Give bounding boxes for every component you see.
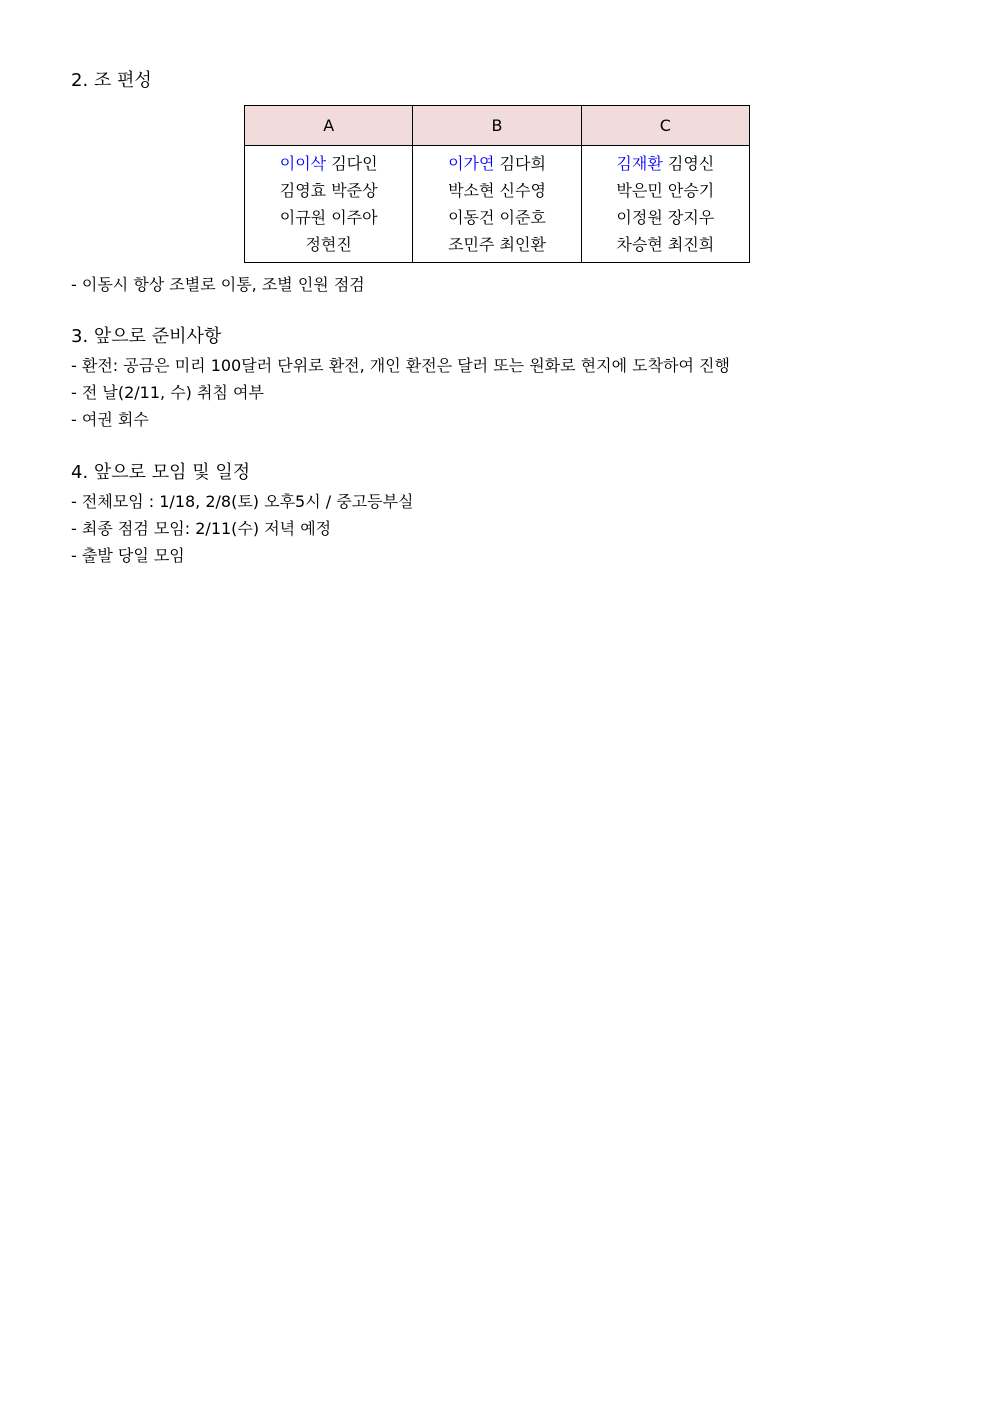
group-header-row — [245, 106, 750, 146]
group-c-leader-line — [582, 150, 749, 177]
group-c-header: C — [581, 106, 749, 146]
group-a-member-line: 김영효 박준상 — [279, 181, 378, 200]
group-b-leader-line — [413, 150, 580, 177]
group-c-leader: 김재환 — [616, 154, 663, 173]
group-b-members — [413, 146, 581, 263]
section-3-heading: 3. 앞으로 준비사항 — [71, 326, 222, 347]
group-a-header: A — [245, 106, 413, 146]
section-4-item: - 전체모임 : 1/18, 2/8(토) 오후5시 / 중고등부실 — [71, 492, 414, 511]
group-a-leader-line — [245, 150, 412, 177]
group-table — [244, 105, 750, 263]
group-a-member-line: 이규원 이주아 — [279, 208, 378, 227]
group-b-member-line: 이동건 이준호 — [448, 208, 546, 227]
group-b-member-line: 박소현 신수영 — [448, 181, 546, 200]
section-4-item: - 최종 점검 모임: 2/11(수) 저녁 예정 — [71, 519, 332, 538]
section-2-heading: 2. 조 편성 — [71, 70, 152, 91]
group-b-member-line: 조민주 최인환 — [448, 235, 546, 254]
group-a-leader: 이이삭 — [279, 154, 327, 173]
group-c-member-line: 차승현 최진희 — [616, 235, 715, 254]
section-3-item: - 환전: 공금은 미리 100달러 단위로 환전, 개인 환전은 달러 또는 원화로 현지에 도착하여 진행 — [71, 356, 730, 375]
group-c-members — [581, 146, 749, 263]
group-b-header: B — [413, 106, 581, 146]
group-a-member-line: 정현진 — [305, 235, 352, 254]
group-c-member-line: 이정원 장지우 — [616, 208, 715, 227]
section-3-item: - 전 날(2/11, 수) 취침 여부 — [71, 383, 264, 402]
group-c-member-line: 박은민 안승기 — [616, 181, 715, 200]
group-members-row — [245, 146, 750, 263]
group-a-first-partner: 김다인 — [331, 154, 378, 173]
section-3-item: - 여권 회수 — [71, 410, 149, 429]
group-c-first-partner: 김영신 — [667, 154, 715, 173]
group-b-first-partner: 김다희 — [499, 154, 546, 173]
section-2-note: - 이동시 항상 조별로 이통, 조별 인원 점검 — [71, 275, 365, 294]
group-a-members — [245, 146, 413, 263]
group-b-leader: 이가연 — [448, 154, 495, 173]
section-4-item: - 출발 당일 모임 — [71, 546, 185, 565]
section-4-heading: 4. 앞으로 모임 및 일정 — [71, 462, 251, 483]
